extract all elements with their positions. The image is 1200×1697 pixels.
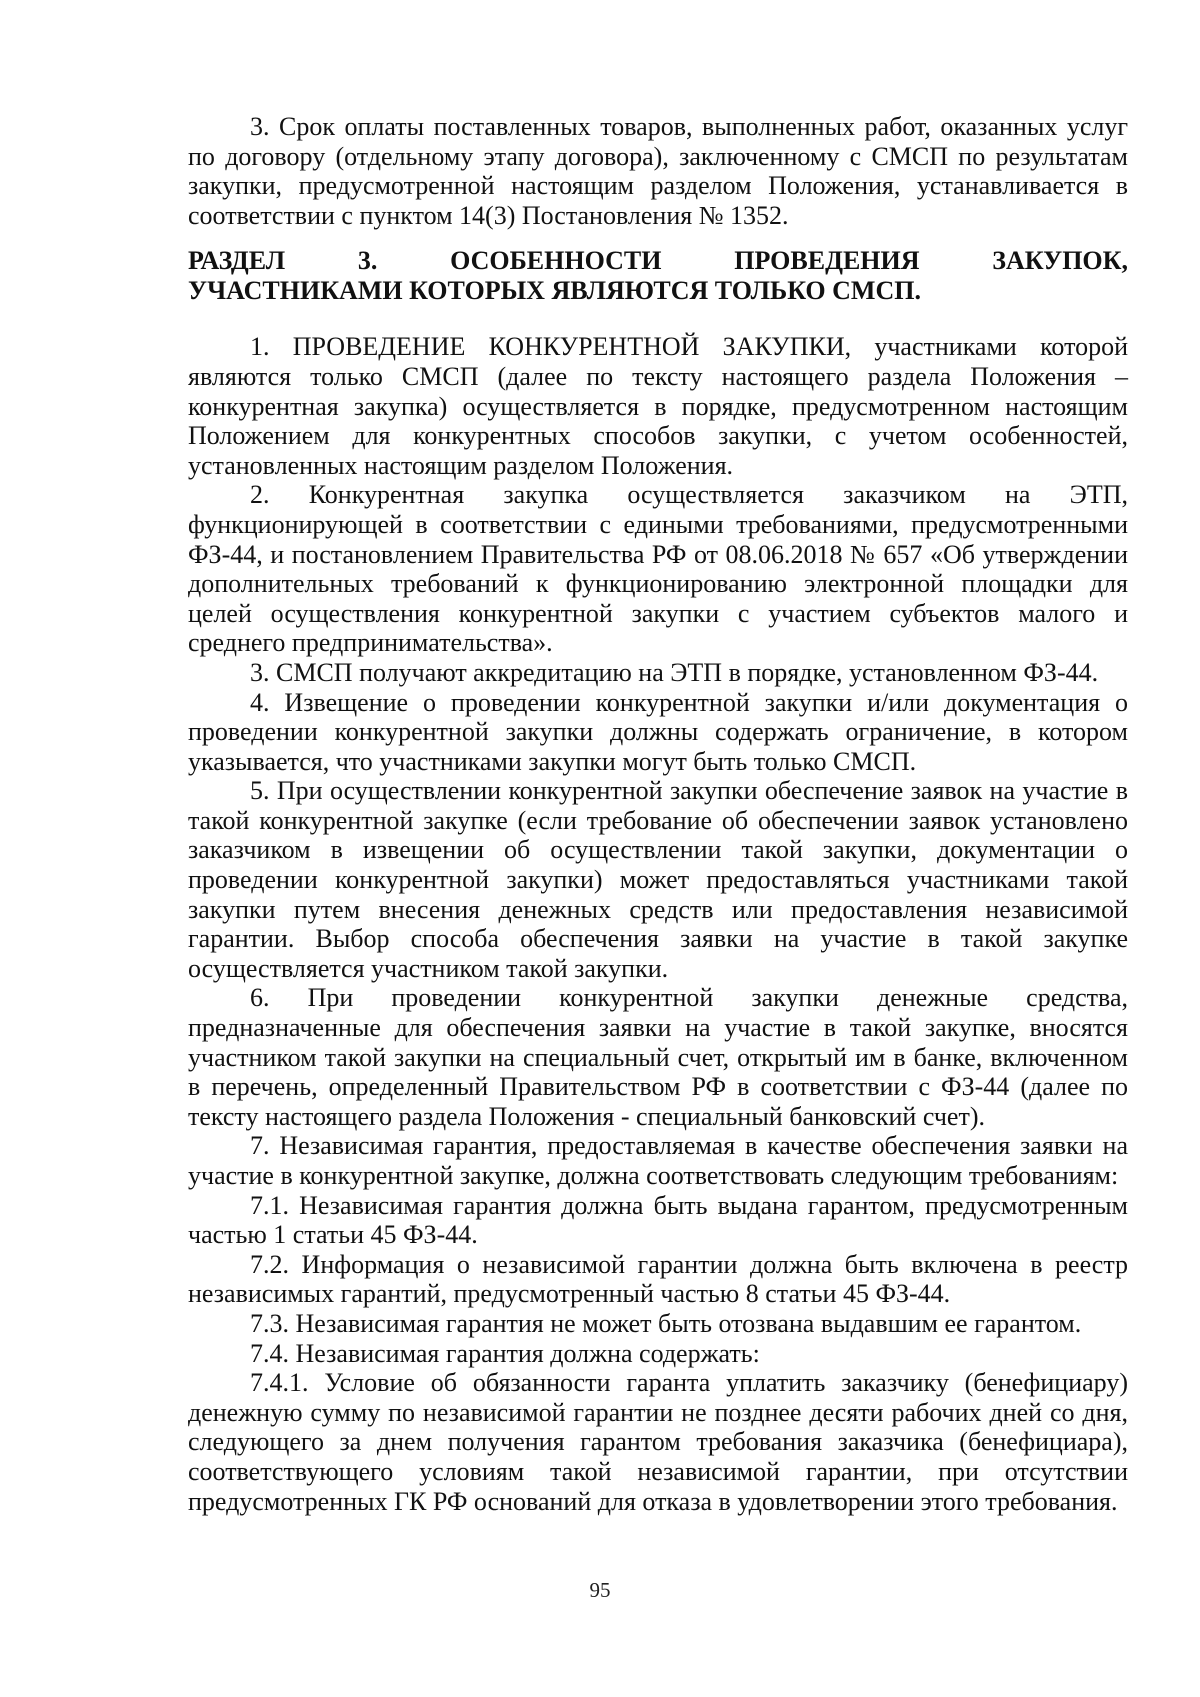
- section-heading-line2: УЧАСТНИКАМИ КОТОРЫХ ЯВЛЯЮТСЯ ТОЛЬКО СМСП.: [188, 276, 921, 306]
- section-heading: [188, 246, 1128, 306]
- section-heading-line1: РАЗДЕЛ 3. ОСОБЕННОСТИ ПРОВЕДЕНИЯ ЗАКУПОК,: [188, 246, 1128, 276]
- paragraph-4: 4. Извещение о проведении конкурентной закупки и/или документация о проведении конкурентной закупки должны содержать ограничение, в котором указывается, что участниками закупки могут быть только СМСП.: [188, 687, 1128, 776]
- paragraph-1: 1. ПРОВЕДЕНИЕ КОНКУРЕНТНОЙ ЗАКУПКИ, участниками которой являются только СМСП (далее по тексту настоящего раздела Положения – конкурентная закупка) осуществляется в порядке, предусмотренном настоящим Положением для конкурентных способов закупки, с учетом особенностей, установленных настоящим разделом Положения.: [188, 332, 1128, 480]
- document-page: [188, 112, 1128, 1516]
- paragraph-7-4-1: 7.4.1. Условие об обязанности гаранта уплатить заказчику (бенефициару) денежную сумму по независимой гарантии не позднее десяти рабочих дней со дня, следующего за днем получения гарантом требования заказчика (бенефициара), соответствующего условиям такой независимой гарантии, при отсутствии предусмотренных ГК РФ оснований для отказа в удовлетворении этого требования.: [188, 1368, 1128, 1516]
- intro-paragraph: 3. Срок оплаты поставленных товаров, выполненных работ, оказанных услуг по договору (отдельному этапу договора), заключенному с СМСП по результатам закупки, предусмотренной настоящим разделом Положения, устанавливается в соответствии с пунктом 14(3) Постановления № 1352.: [188, 112, 1128, 230]
- paragraph-7-4: 7.4. Независимая гарантия должна содержать:: [250, 1338, 760, 1368]
- paragraph-5: 5. При осуществлении конкурентной закупки обеспечение заявок на участие в такой конкурентной закупке (если требование об обеспечении заявок установлено заказчиком в извещении об осуществлении такой закупки, документации о проведении конкурентной закупки) может предоставляться участниками такой закупки путем внесения денежных средств или предоставления независимой гарантии. Выбор способа обеспечения заявки на участие в такой закупке осуществляется участником такой закупки.: [188, 776, 1128, 983]
- page-number: 95: [589, 1578, 611, 1602]
- paragraph-3: 3. СМСП получают аккредитацию на ЭТП в порядке, установленном ФЗ-44.: [250, 657, 1099, 687]
- paragraph-7-1: 7.1. Независимая гарантия должна быть выдана гарантом, предусмотренным частью 1 статьи 45 ФЗ-44.: [188, 1190, 1128, 1250]
- paragraph-7-3: 7.3. Независимая гарантия не может быть отозвана выдавшим ее гарантом.: [250, 1308, 1082, 1338]
- paragraph-7: 7. Независимая гарантия, предоставляемая в качестве обеспечения заявки на участие в конкурентной закупке, должна соответствовать следующим требованиям:: [188, 1131, 1128, 1190]
- paragraph-7-2: 7.2. Информация о независимой гарантии должна быть включена в реестр независимых гарантий, предусмотренный частью 8 статьи 45 ФЗ-44.: [188, 1249, 1128, 1309]
- paragraph-2: 2. Конкурентная закупка осуществляется заказчиком на ЭТП, функционирующей в соответствии с едиными требованиями, предусмотренными ФЗ-44, и постановлением Правительства РФ от 08.06.2018 № 657 «Об утверждении дополнительных требований к функционированию электронной площадки для целей осуществления конкурентной закупки с участием субъектов малого и среднего предпринимательства».: [188, 480, 1128, 658]
- paragraph-6: 6. При проведении конкурентной закупки денежные средства, предназначенные для обеспечения заявки на участие в такой закупке, вносятся участником такой закупки на специальный счет, открытый им в банке, включенном в перечень, определенный Правительством РФ в соответствии с ФЗ-44 (далее по тексту настоящего раздела Положения - специальный банковский счет).: [188, 983, 1128, 1131]
